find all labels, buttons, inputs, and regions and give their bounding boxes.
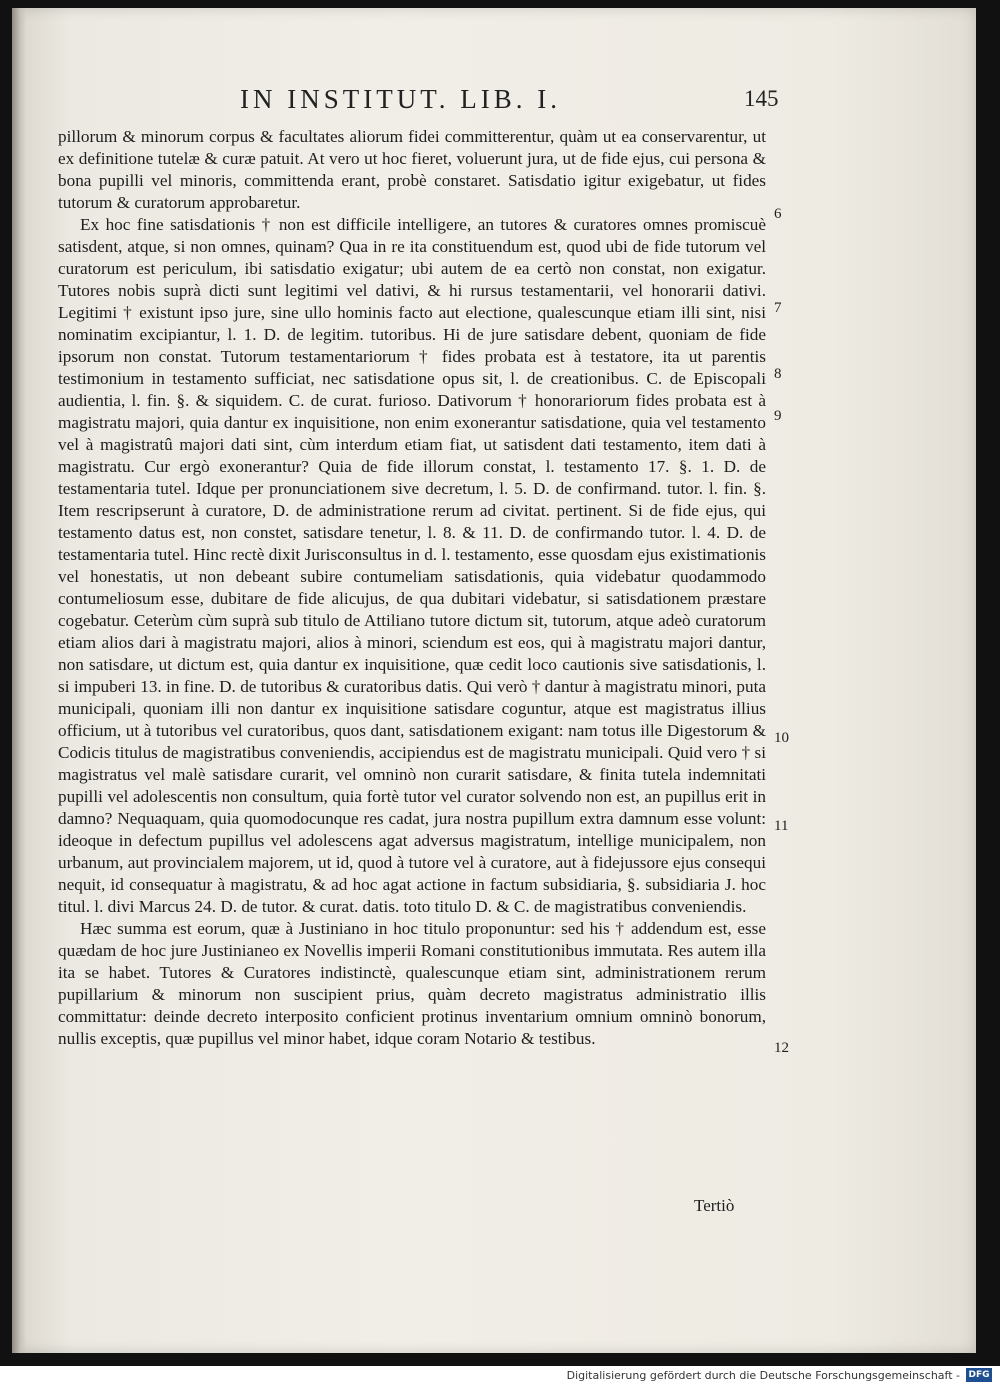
dfg-logo-icon: DFG: [966, 1368, 992, 1382]
running-head: IN INSTITUT. LIB. I.: [240, 84, 561, 114]
paragraph-2: Ex hoc fine satisdationis † non est difficile intelligere, an tutores & curatores omnes promiscuè satisdent, atque, si non omnes, quinam? Qua in re ita constituendum est, quod ubi de fide tutorum vel curatorum est periculum, ibi satisdatio exigatur; ubi autem de ea certò non constat, non exigatur. Tutores nobis suprà dicti sunt legitimi vel dativi, & hi rursus testamentarii, vel honorarii dativi. Legitimi † existunt ipso jure, sine ullo hominis facto aut electione, qualescunque etiam illi sint, nisi nominatim excipiantur, l. 1. D. de legitim. tutoribus. Hi de jure satisdare debent, quoniam de fide ipsorum non constat. Tutorum testamentariorum † fides probata est à testatore, ita ut parentis testimonium in testamento sufficiat, nec satisdatione opus sit, l. de creationibus. C. de Episcopali audientia, l. fin. §. & siquidem. C. de curat. furioso. Dativorum † honorariorum fides probata est à magistratu majori, quia dantur ex inquisitione, non enim exonerantur satisdatione, quia vel testamento vel à magistratû majori dati sint, cùm interdum etiam fiat, ut satisdent dati testamento, item dati à magistratu. Cur ergò exonerantur? Quia de fide illorum constat, l. testamento 17. §. 1. D. de testamentaria tutel. Idque per pronunciationem sive decretum, l. 5. D. de confirmand. tutor. l. fin. §. Item rescripserunt à curatore, D. de administratione rerum ad civitat. pertinent. Si de fide ejus, qui testamento datus est, non constet, satisdare tenetur, l. 8. & 11. D. de confirmando tutor. l. 4. D. de testamentaria tutel. Hinc rectè dixit Jurisconsultus in d. l. testamento, esse quosdam ejus existimationis vel honestatis, ut non debeant subire contumeliam satisdationis, quia videbatur quodammodo contumeliosum esse, dubitare de fide alicujus, de qua dubitari videbatur, si satisdationem præstare cogebatur. Ceterùm cùm suprà sub titulo de Attiliano tutore dictum sit, tutorum, atque adeò curatorum etiam alios dari à magistratu majori, alios à minori, sciendum est eos, qui à magistratu majori dantur, non satisdare, ut dictum est, quia dantur ex inquisitione, quæ cedit loco cautionis sive satisdationis, l. si impuberi 13. in fine. D. de tutoribus & curatoribus datis. Qui verò † dantur à magistratu minori, puta municipali, quoniam illi non dantur ex inquisitione satisdare coguntur, atque est magistratus illius officium, ut à tutoribus vel curatoribus, quos dant, satisdationem exigant: nam totus ille Digestorum & Codicis titulus de magistratibus conveniendis, accipiendus est de magistratu municipali. Quid vero † si magistratus vel malè satisdare curarit, vel omninò non curarit satisdare, & finita tutela indemnitati pupilli vel adolescentis non consultum, quia fortè tutor vel curator solvendo non est, an pupillus erit in damno? Nequaquam, quia quomodocunque res cadat, jura nostra pupillum extra damnum esse volunt: ideoque in defectum pupillus vel adolescens agat adversus magistratum, intellige municipalem, non urbanum, aut provincialem majorem, ut id, quod à tutore vel à curatore, aut à fidejussore ejus consequi nequit, id consequatur à magistratu, & ad hoc agat actione in factum subsidiaria, §. subsidiaria J. hoc titul. l. divi Marcus 24. D. de tutor. & curat. datis. toto titulo D. & C. de magistratibus conveniendis.: [58, 215, 766, 916]
page-gutter: [12, 8, 26, 1353]
margin-number-7: 7: [774, 300, 782, 316]
paragraph-1: pillorum & minorum corpus & facultates aliorum fidei committerentur, quàm ut ea conservarentur, ut ex definitione tutelæ & curæ patuit. At vero ut hoc fieret, voluerunt jura, ut de fide ejus, cui persona & bona pupilli vel minoris, committenda erant, probè constaret. Satisdatio igitur exigebatur, ut fides tutorum & curatorum approbaretur.: [58, 127, 766, 212]
margin-number-12: 12: [774, 1040, 789, 1056]
margin-number-11: 11: [774, 818, 789, 834]
margin-number-6: 6: [774, 206, 782, 222]
margin-number-9: 9: [774, 408, 782, 424]
body-text: [58, 126, 766, 1050]
page-number: 145: [744, 86, 779, 111]
footer-credit: Digitalisierung gefördert durch die Deutsche Forschungsgemeinschaft -: [566, 1369, 960, 1382]
margin-number-8: 8: [774, 366, 782, 382]
margin-number-10: 10: [774, 730, 789, 746]
catchword: Tertiò: [694, 1196, 735, 1215]
paragraph-3: Hæc summa est eorum, quæ à Justiniano in hoc titulo proponuntur: sed his † addendum est, esse quædam de hoc jure Justinianeo ex Novellis imperii Romani constitutionibus immutata. Res autem illa ita se habet. Tutores & Curatores indistinctè, qualescunque etiam sint, administrationem rerum pupillarium & minorum non suscipient prius, quàm decreto magistratus administratio illis committatur: deinde decreto interposito conficient protinus inventarium omnium omninò bonorum, nullis exceptis, quæ pupillus vel minor habet, idque coram Notario & testibus.: [58, 919, 766, 1048]
